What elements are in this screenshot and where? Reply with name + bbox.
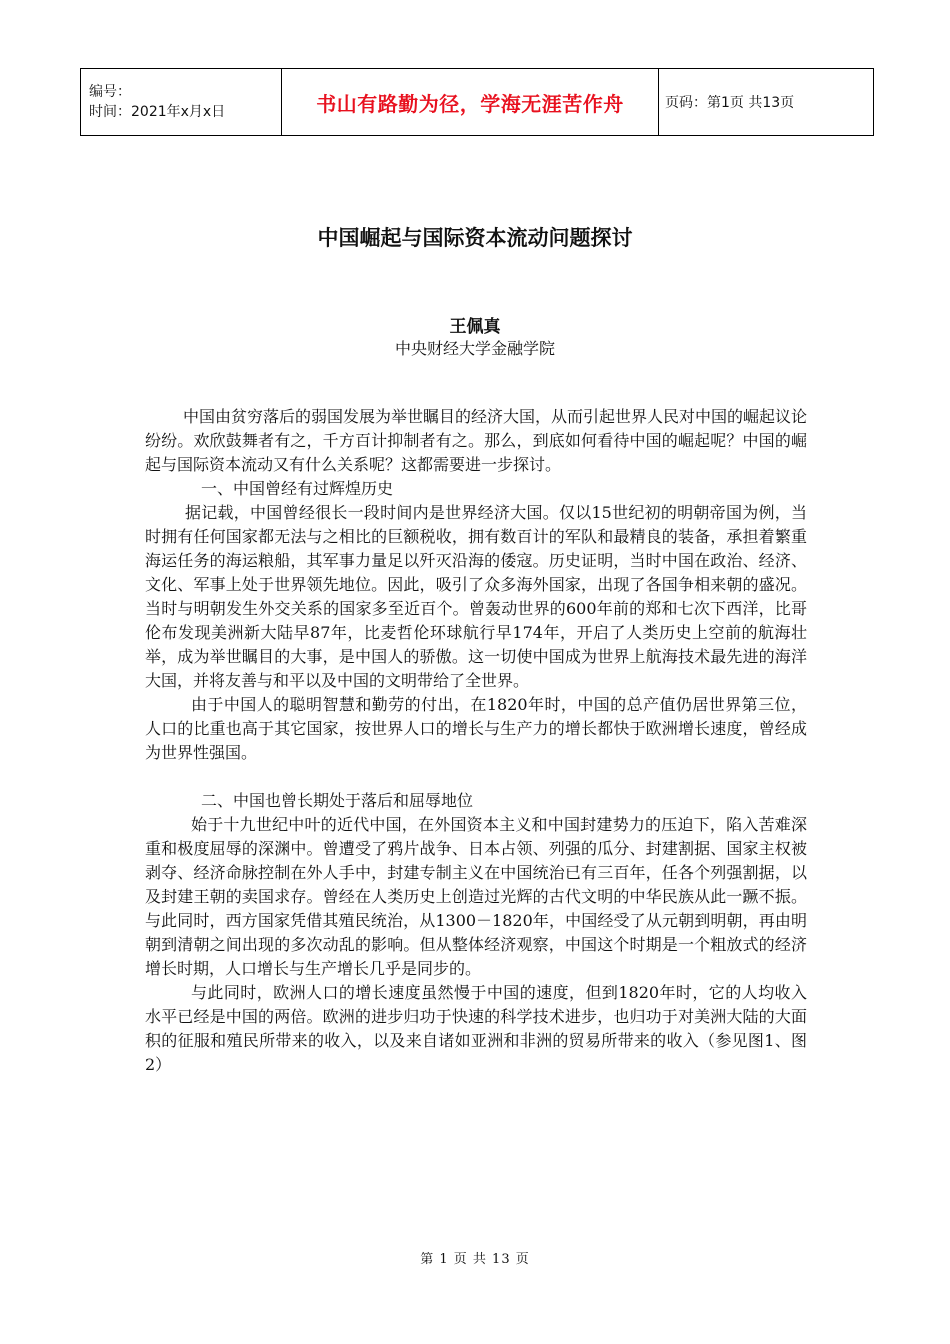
header-meta-cell [81,69,282,136]
header-motto-cell [282,69,659,136]
body-paragraph: 由于中国人的聪明智慧和勤劳的付出，在1820年时，中国的总产值仍居世界第三位，人口的比重也高于其它国家，按世界人口的增长与生产力的增长都快于欧洲增长速度，曾经成为世界性强国。 [145,695,807,762]
intro-paragraph: 中国由贫穷落后的弱国发展为举世瞩目的经济大国，从而引起世界人民对中国的崛起议论纷纷。欢欣鼓舞者有之，千方百计抑制者有之。那么，到底如何看待中国的崛起呢？中国的崛起与国际资本流动又有什么关系呢？这都需要进一步探讨。 [145,407,808,474]
body-paragraph: 据记载，中国曾经很长一段时间内是世界经济大国。仅以15世纪初的明朝帝国为例，当时拥有任何国家都无法与之相比的巨额税收，拥有数百计的军队和最精良的装备，承担着繁重海运任务的海运粮船，其军事力量足以歼灭沿海的倭寇。历史证明，当时中国在政治、经济、文化、军事上处于世界领先地位。因此，吸引了众多海外国家，出现了各国争相来朝的盛况。当时与明朝发生外交关系的国家多至近百个。曾轰动世界的600年前的郑和七次下西洋，比哥伦布发现美洲新大陆早87年，比麦哲伦环球航行早174年，开启了人类历史上空前的航海壮举，成为举世瞩目的大事，是中国人的骄傲。这一切使中国成为世界上航海技术最先进的海洋大国，并将友善与和平以及中国的文明带给了全世界。 [145,503,807,690]
section-heading-1: 一、中国曾经有过辉煌历史 [201,479,394,498]
body-paragraph: 与此同时，欧洲人口的增长速度虽然慢于中国的速度，但到1820年时，它的人均收入水平已经是中国的两倍。欧洲的进步归功于快速的科学技术进步，也归功于对美洲大陆的大面积的征服和殖民所带来的收入，以及来自诸如亚洲和非洲的贸易所带来的收入（参见图1、图2） [145,983,807,1074]
body-paragraph: 始于十九世纪中叶的近代中国，在外国资本主义和中国封建势力的压迫下，陷入苦难深重和极度屈辱的深渊中。曾遭受了鸦片战争、日本占领、列强的瓜分、封建割据、国家主权被剥夺、经济命脉控制在外人手中，封建专制主义在中国统治已有三百年，任各个列强割据，以及封建王朝的卖国求存。曾经在人类历史上创造过光辉的古代文明的中华民族从此一蹶不振。与此同时，西方国家凭借其殖民统治，从1300－1820年，中国经受了从元朝到明朝，再由明朝到清朝之间出现的多次动乱的影响。但从整体经济观察，中国这个时期是一个粗放式的经济增长时期，人口增长与生产增长几乎是同步的。 [145,815,807,978]
author-affiliation: 中央财经大学金融学院 [394,339,555,358]
document-author: 王佩真 [449,317,501,337]
page-footer: 第 1 页 共 13 页 [420,1252,530,1267]
header-page-info: 页码：第1页 共13页 [665,95,795,111]
section-heading-2: 二、中国也曾长期处于落后和屈辱地位 [201,791,474,810]
document-time-label: 时间：2021年x月x日 [89,104,226,120]
header-motto: 书山有路勤为径，学海无涯苦作舟 [316,91,624,116]
header-page-cell [659,69,874,136]
header-table [80,68,874,136]
document-title: 中国崛起与国际资本流动问题探讨 [317,226,633,250]
document-number-label: 编号： [89,84,131,100]
document-body [145,405,807,1077]
